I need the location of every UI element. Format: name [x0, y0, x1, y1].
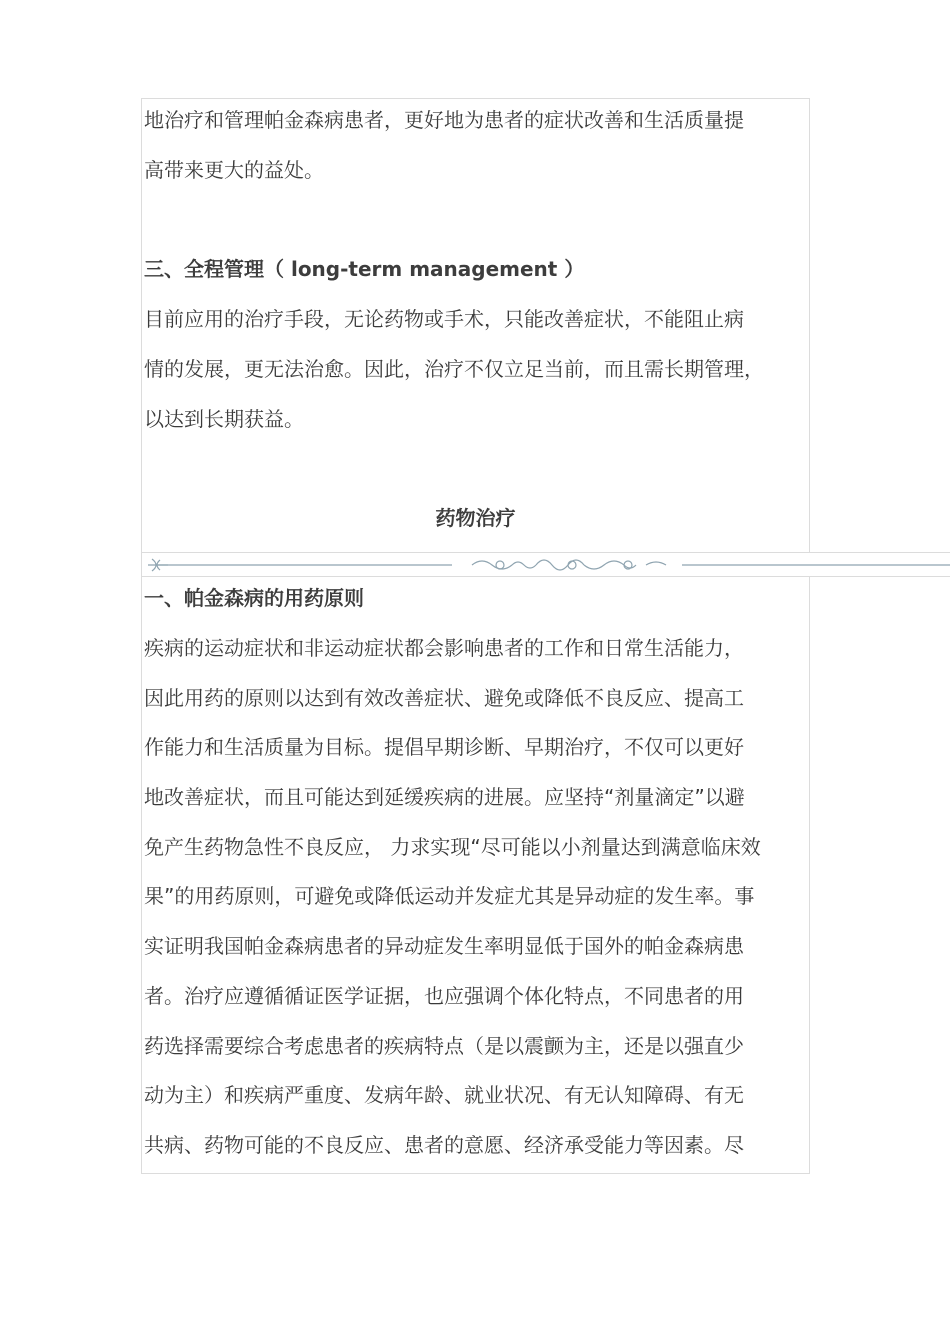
- section-title-drug-therapy: 药物治疗: [435, 506, 516, 530]
- body-line: 目前应用的治疗手段，无论药物或手术，只能改善症状，不能阻止病: [144, 307, 744, 331]
- body-line: 者。治疗应遵循循证医学证据，也应强调个体化特点，不同患者的用: [144, 984, 744, 1008]
- body-line: 果”的用药原则，可避免或降低运动并发症尤其是异动症的发生率。事: [144, 884, 755, 908]
- ornamental-divider: [141, 552, 950, 577]
- body-line: 药选择需要综合考虑患者的疾病特点（是以震颤为主，还是以强直少: [144, 1034, 744, 1058]
- body-line: 因此用药的原则以达到有效改善症状、避免或降低不良反应、提高工: [144, 686, 744, 710]
- ornamental-scroll-divider-icon: [142, 553, 950, 577]
- body-line: 地改善症状，而且可能达到延缓疾病的进展。应坚持“剂量滴定”以避: [144, 785, 745, 809]
- body-line: 免产生药物急性不良反应， 力求实现“尽可能以小剂量达到满意临床效: [144, 835, 761, 859]
- body-line: 实证明我国帕金森病患者的异动症发生率明显低于国外的帕金森病患: [144, 934, 744, 958]
- intro-line: 地治疗和管理帕金森病患者，更好地为患者的症状改善和生活质量提: [144, 108, 744, 132]
- body-line: 共病、药物可能的不良反应、患者的意愿、经济承受能力等因素。尽: [144, 1133, 744, 1157]
- body-line: 疾病的运动症状和非运动症状都会影响患者的工作和日常生活能力，: [144, 636, 744, 660]
- body-line: 以达到长期获益。: [144, 407, 304, 431]
- section-heading-medication-principles: 一、帕金森病的用药原则: [144, 586, 364, 610]
- body-line: 动为主）和疾病严重度、发病年龄、就业状况、有无认知障碍、有无: [144, 1083, 744, 1107]
- intro-line: 高带来更大的益处。: [144, 158, 324, 182]
- body-line: 作能力和生活质量为目标。提倡早期诊断、早期治疗，不仅可以更好: [144, 735, 744, 759]
- section-heading-long-term-management: 三、全程管理（ long-term management ）: [144, 257, 585, 281]
- body-line: 情的发展，更无法治愈。因此，治疗不仅立足当前，而且需长期管理，: [144, 357, 764, 381]
